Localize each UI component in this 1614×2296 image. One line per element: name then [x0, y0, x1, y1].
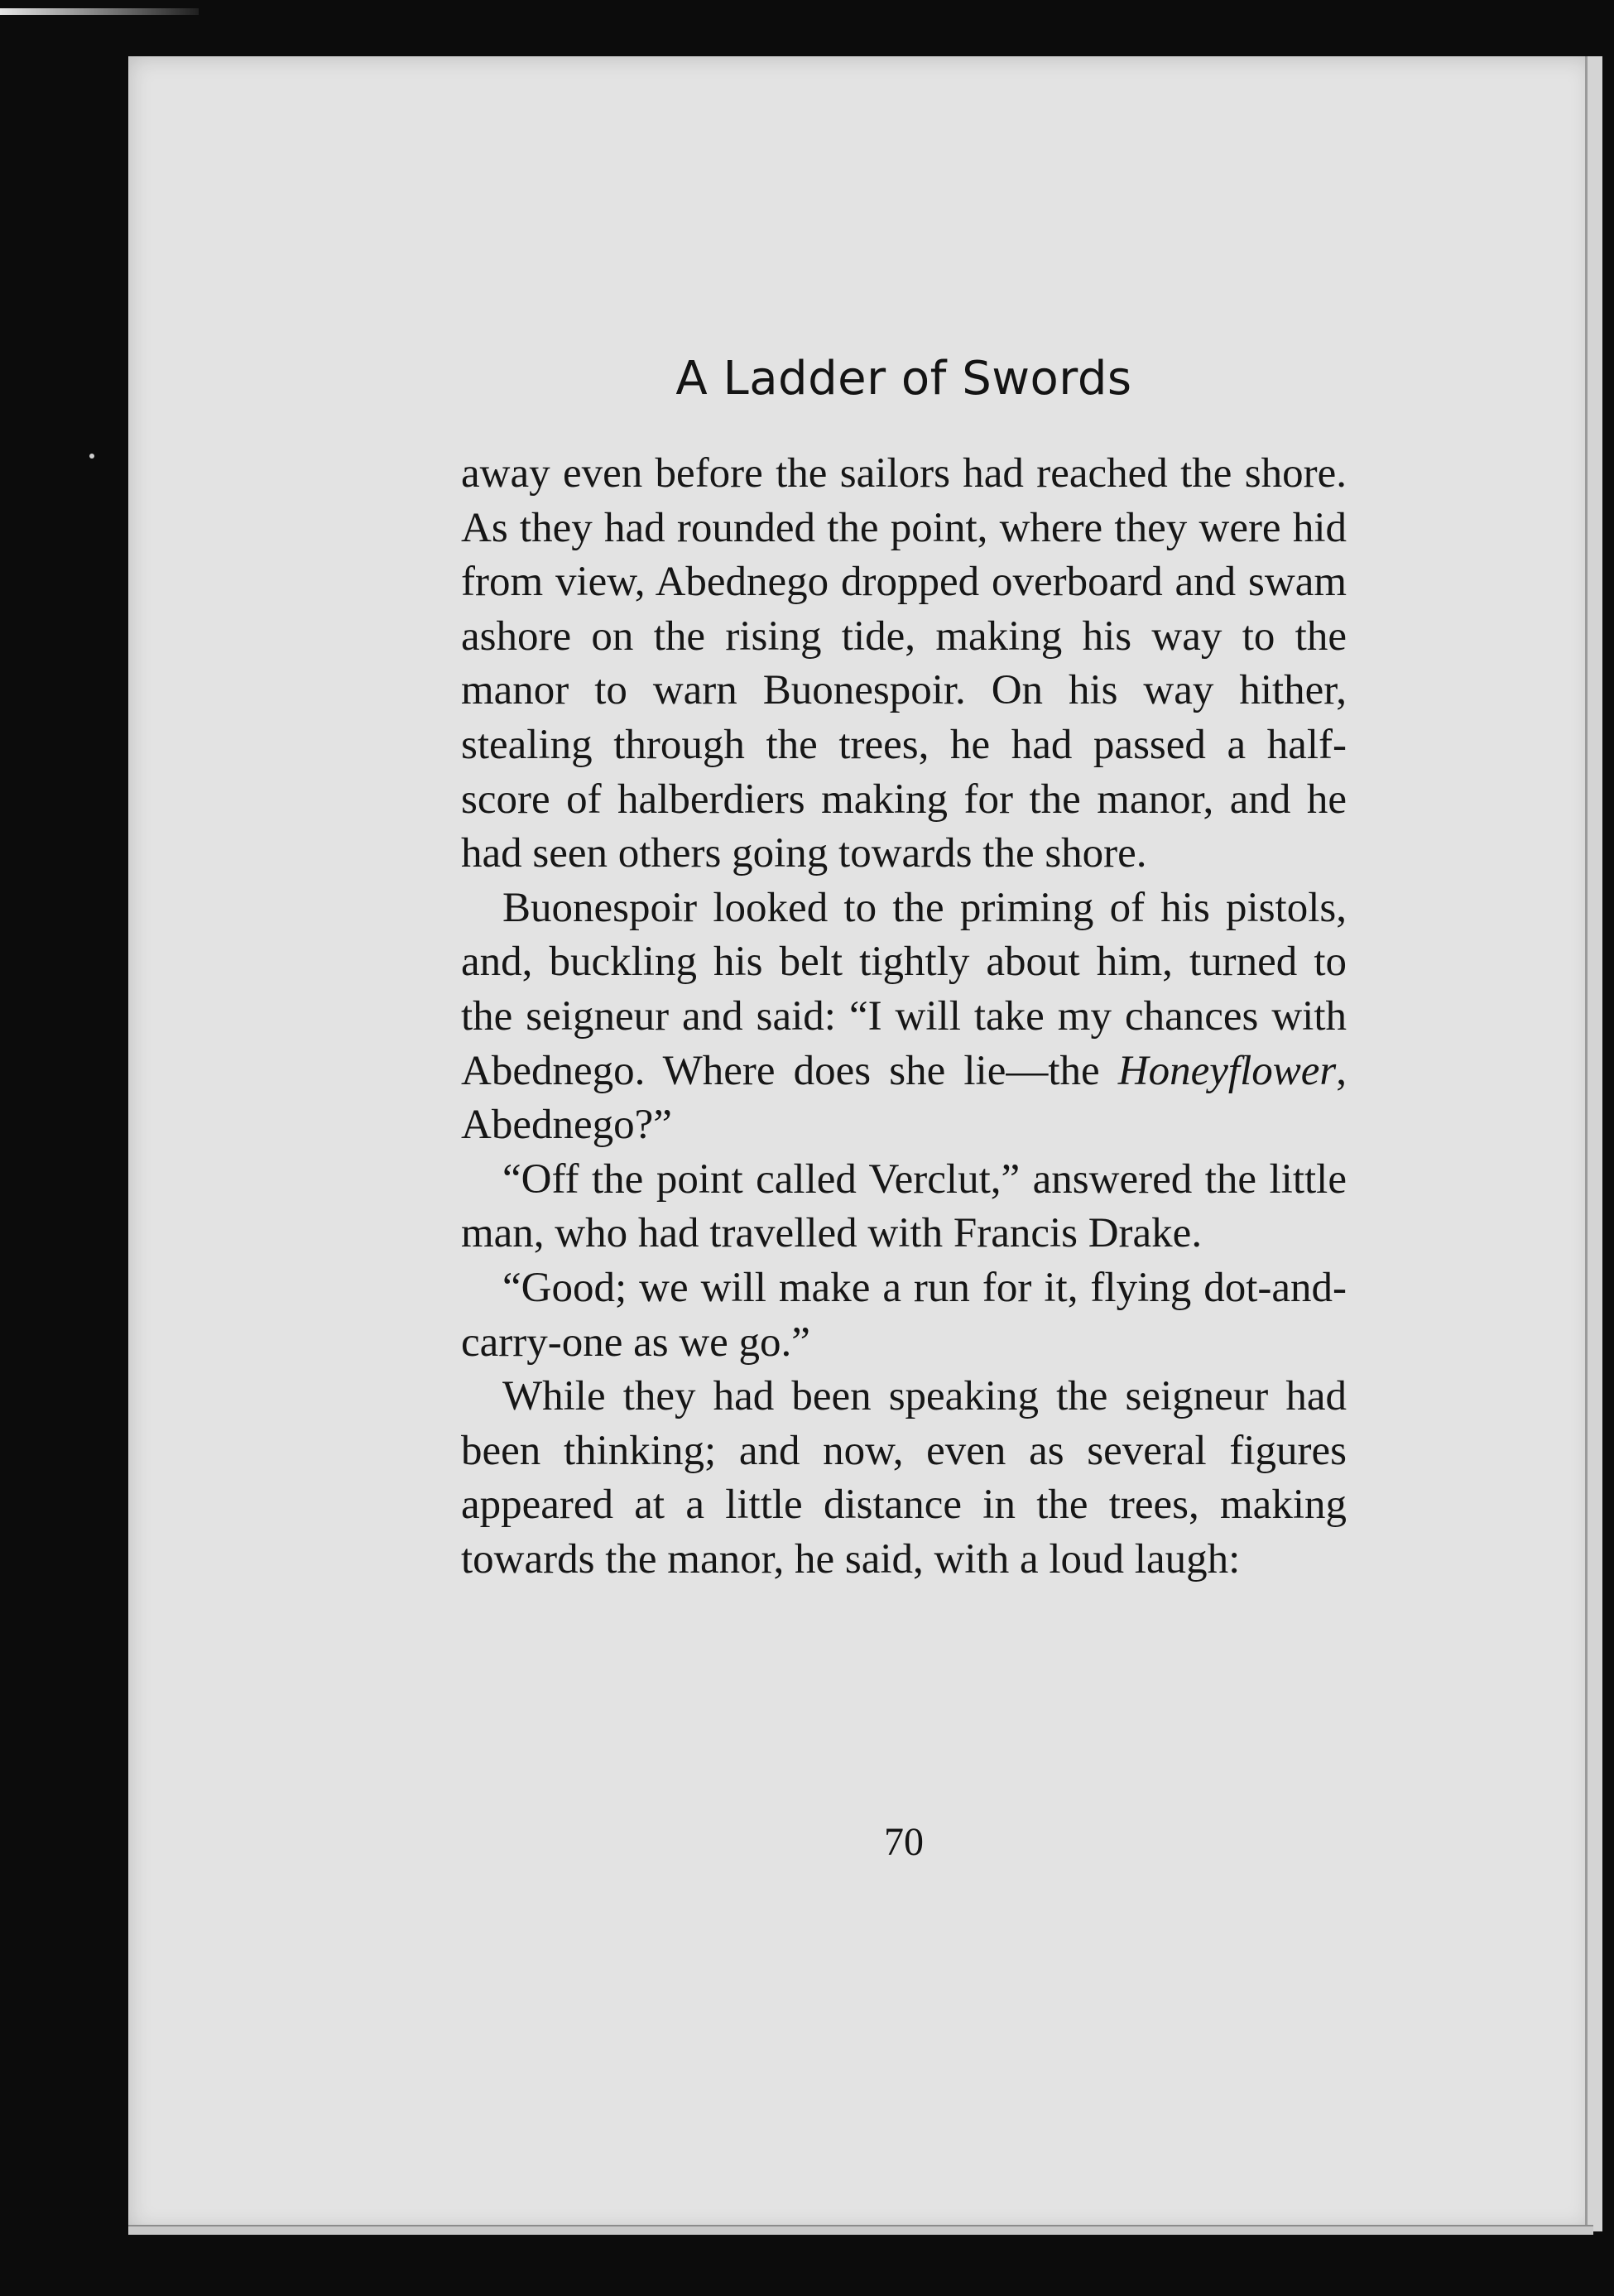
paragraph-1: away even before the sailors had reached the shore. As they had rounded the point, where they were hid from view, Abednego dropped overboard and swam ashore on the rising tide, making his way to the manor to warn Buonespoir. On his way hither, stealing through the trees, he had passed a half-score of halberdiers making for the manor, and he had seen others going towards the shore. [461, 450, 1347, 877]
paragraph-4: “Good; we will make a run for it, flying dot-and-carry-one as we go.” [461, 1264, 1347, 1366]
paragraph-2-text-end: , Abednego?” [461, 1047, 1347, 1149]
paragraph-5: While they had been speaking the seigneur had been thinking; and now, even as several figures appeared at a little distance in the trees, making towards the manor, he said, with a loud laugh: [461, 1373, 1347, 1583]
ship-name: Honeyflower [1117, 1047, 1337, 1094]
paragraph-2-text: Buonespoir looked to the priming of his pistols, and, buckling his belt tightly about him, turned to the seigneur and said: “I will take my chances with Abednego. Where does she lie—the [461, 884, 1347, 1094]
paragraph-3: “Off the point called Verclut,” answered the little man, who had travelled with Francis Drake. [461, 1155, 1347, 1257]
running-head: A Ladder of Swords [675, 352, 1132, 406]
paragraph-2 [461, 881, 1347, 1153]
page-number: 70 [884, 1820, 924, 1864]
scan-speck [89, 454, 94, 459]
page-right-edge [1585, 56, 1602, 2231]
scan-artifact-streak [0, 8, 199, 15]
body-text [461, 447, 1347, 1587]
page-bottom-edge [128, 2225, 1593, 2235]
